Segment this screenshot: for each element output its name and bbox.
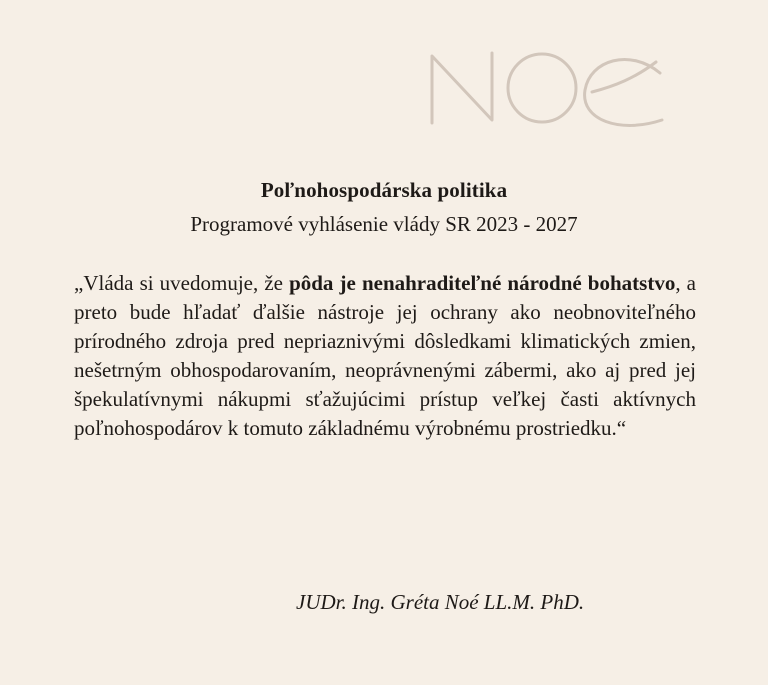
quote-paragraph bbox=[74, 269, 696, 443]
document-heading bbox=[0, 176, 768, 238]
noe-logo bbox=[420, 38, 670, 133]
document-subtitle: Programové vyhlásenie vlády SR 2023 - 2027 bbox=[190, 212, 578, 236]
signature: JUDr. Ing. Gréta Noé LL.M. PhD. bbox=[296, 590, 585, 614]
quote-opening: „Vláda si uvedomuje, že bbox=[74, 271, 290, 295]
quote-emphasis: pôda je nenahraditeľné národné bohatstvo bbox=[289, 271, 676, 295]
quote-rest: , a preto bude hľadať ďalšie nástroje jej ochrany ako neobnoviteľného prírodného zdroja pred nepriaznivými dôsledkami klimatických zmien, nešetrným obhospodarovaním, neoprávnenými zábermi, ako aj pred jej špekulatívnymi nákupmi sťažujúcimi prístup veľkej časti aktívnych poľnohospodárov k tomuto základnému výrobnému prostriedku.“ bbox=[74, 271, 696, 440]
document-title: Poľnohospodárska politika bbox=[260, 178, 508, 202]
